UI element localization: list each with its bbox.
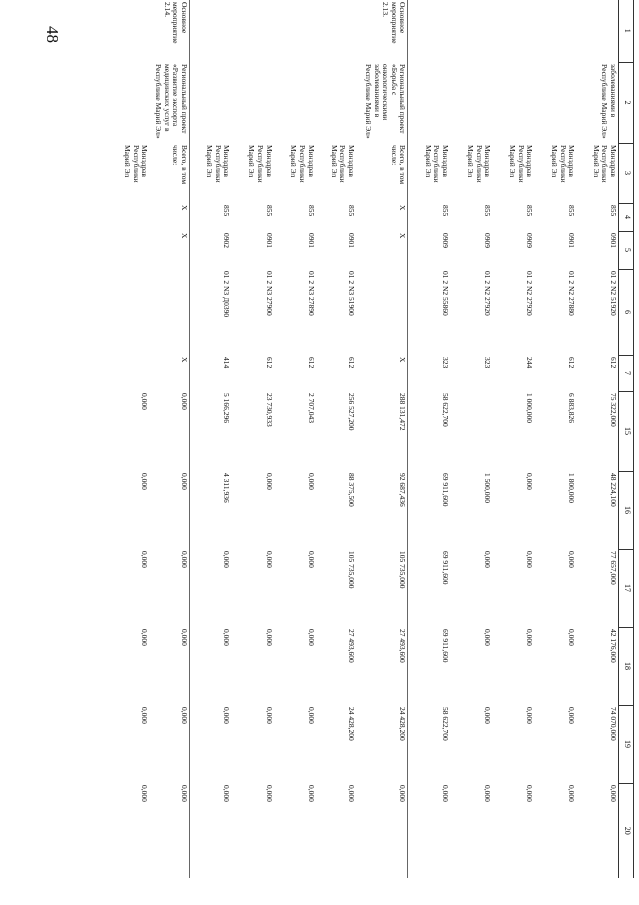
cell-c17: 0,000 <box>149 549 189 627</box>
cell-c4 <box>107 203 149 231</box>
cell-c5: X <box>149 231 189 269</box>
cell-c19: 58 622,700 <box>441 707 451 741</box>
cell-exec: Минздрав Республики Марий Эл <box>289 145 316 183</box>
column-header-19: 19 <box>619 705 634 783</box>
cell-event <box>492 0 534 62</box>
cell-c20: 0,000 <box>441 785 451 802</box>
cell-c15: 2 707,043 <box>306 393 316 423</box>
cell-c20: 0,000 <box>306 785 316 802</box>
cell-c19: 24 428,200 <box>346 707 356 741</box>
column-header-20: 20 <box>619 783 634 878</box>
cell-c17: 77 657,000 <box>609 551 618 585</box>
cell-c17: 0,000 <box>264 551 274 568</box>
cell-c19: 0,000 <box>483 707 493 724</box>
table-header-row <box>619 0 634 878</box>
cell-c7: 612 <box>346 357 356 369</box>
cell-event <box>231 0 273 62</box>
cell-c6 <box>149 269 189 355</box>
cell-c20: 0,000 <box>525 785 535 802</box>
cell-event <box>408 0 450 62</box>
cell-c7: 323 <box>441 357 451 369</box>
cell-c4: 855 <box>306 205 316 217</box>
cell-c6: 01 2 N3 51900 <box>346 271 356 316</box>
cell-c17: 0,000 <box>525 551 535 568</box>
cell-c20: 0,000 <box>483 785 493 802</box>
cell-c16: 92 687,436 <box>356 471 408 549</box>
rotated-page <box>99 0 634 875</box>
cell-c6: 01 2 N2 27920 <box>483 271 493 316</box>
cell-c16: 1 800,000 <box>567 473 577 503</box>
cell-exec: Минздрав Республики Марий Эл <box>550 145 577 183</box>
cell-c7: X <box>149 355 189 391</box>
cell-event <box>534 0 576 62</box>
cell-c19: 0,000 <box>149 705 189 783</box>
cell-c18: 0,000 <box>222 629 232 646</box>
table-row <box>189 0 231 878</box>
cell-c20: 0,000 <box>346 785 356 802</box>
cell-exec: Минздрав Республики Марий Эл <box>508 145 535 183</box>
cell-c4: 855 <box>609 205 618 217</box>
cell-c16: 0,000 <box>306 473 316 490</box>
cell-c4: 855 <box>264 205 274 217</box>
cell-c16: 0,000 <box>525 473 535 490</box>
cell-c16: 0,000 <box>264 473 274 490</box>
cell-c5: 0901 <box>306 233 316 248</box>
column-header-1: 1 <box>619 0 634 62</box>
cell-c18: 0,000 <box>140 629 150 646</box>
budget-table <box>107 0 634 878</box>
cell-name <box>450 62 492 143</box>
table-row <box>450 0 492 878</box>
cell-c7: 612 <box>609 357 618 369</box>
cell-c18: 69 911,600 <box>441 629 451 663</box>
cell-c15: 23 730,933 <box>264 393 274 427</box>
cell-c4: X <box>149 203 189 231</box>
cell-c19: 0,000 <box>306 707 316 724</box>
cell-c7: 414 <box>222 357 232 369</box>
column-header-3: 3 <box>619 143 634 203</box>
cell-c15: 288 131,472 <box>356 391 408 471</box>
cell-name <box>107 62 149 143</box>
column-header-4: 4 <box>619 203 634 231</box>
cell-c18: 0,000 <box>264 629 274 646</box>
cell-c15: 1 000,000 <box>525 393 535 423</box>
cell-c6: 01 2 N2 27880 <box>567 271 577 316</box>
cell-c17: 69 911,600 <box>441 551 451 585</box>
cell-c4: 855 <box>525 205 535 217</box>
cell-c17: 0,000 <box>483 551 493 568</box>
cell-c4: X <box>356 203 408 231</box>
cell-c15: 0,000 <box>140 393 150 410</box>
cell-c18: 27 493,600 <box>356 627 408 705</box>
table-row <box>356 0 408 878</box>
cell-c18: 0,000 <box>149 627 189 705</box>
cell-c20: 0,000 <box>264 785 274 802</box>
cell-c5: 0901 <box>264 233 274 248</box>
cell-c18: 0,000 <box>525 629 535 646</box>
cell-c6 <box>107 269 149 355</box>
cell-event: Основное мероприятие 2.14. <box>149 0 189 62</box>
cell-c7: 612 <box>567 357 577 369</box>
cell-name: Региональный проект «Борьба с онкологическими заболеваниями в Республике Марий Эл» <box>356 62 408 143</box>
table-row <box>316 0 356 878</box>
cell-c5: 0901 <box>346 233 356 248</box>
cell-event <box>576 0 618 62</box>
cell-name: Региональный проект «Развитие экспорта медицинских услуг в Республике Марий Эл» <box>149 62 189 143</box>
cell-name: заболеваниями в Республике Марий Эл» <box>600 64 618 139</box>
cell-c4: 855 <box>441 205 451 217</box>
cell-exec: Всего, в том числе: <box>356 143 408 203</box>
cell-c19: 0,000 <box>222 707 232 724</box>
table-row <box>107 0 149 878</box>
cell-c15: 5 166,296 <box>222 393 232 423</box>
cell-c6: 01 2 N3 27900 <box>264 271 274 316</box>
cell-c16: 1 500,000 <box>483 473 493 503</box>
table-row <box>576 0 618 878</box>
cell-c19: 0,000 <box>525 707 535 724</box>
cell-c18: 0,000 <box>483 629 493 646</box>
column-header-2: 2 <box>619 62 634 143</box>
cell-c15: 58 622,700 <box>441 393 451 427</box>
cell-c5: 0901 <box>609 233 618 248</box>
column-header-17: 17 <box>619 549 634 627</box>
cell-name <box>274 62 316 143</box>
cell-c18: 0,000 <box>306 629 316 646</box>
cell-c17: 0,000 <box>567 551 577 568</box>
column-header-6: 6 <box>619 269 634 355</box>
cell-event <box>274 0 316 62</box>
cell-c6: 01 2 N3 27890 <box>306 271 316 316</box>
cell-c7: X <box>356 355 408 391</box>
cell-event <box>107 0 149 62</box>
cell-c16: 69 911,600 <box>441 473 451 507</box>
cell-c17: 0,000 <box>306 551 316 568</box>
cell-c4: 855 <box>346 205 356 217</box>
table-row <box>408 0 450 878</box>
cell-name <box>231 62 273 143</box>
cell-c4: 855 <box>222 205 232 217</box>
cell-exec: Всего, в том числе: <box>149 143 189 203</box>
cell-exec: Минздрав Республики Марий Эл <box>465 145 493 183</box>
cell-c6: 01 2 N2 27920 <box>525 271 535 316</box>
cell-c7: 612 <box>306 357 316 369</box>
cell-c16: 88 375,500 <box>346 473 356 507</box>
table-row <box>492 0 534 878</box>
cell-c5: 0909 <box>483 233 493 248</box>
cell-c15: 6 883,826 <box>567 393 577 423</box>
cell-c19: 0,000 <box>140 707 150 724</box>
cell-c5: 0909 <box>441 233 451 248</box>
cell-event <box>316 0 356 62</box>
column-header-18: 18 <box>619 627 634 705</box>
cell-name <box>316 62 356 143</box>
column-header-7: 7 <box>619 355 634 391</box>
cell-c6: 01 2 N2 51920 <box>609 271 618 316</box>
column-header-16: 16 <box>619 471 634 549</box>
cell-name <box>492 62 534 143</box>
cell-c20: 0,000 <box>567 785 577 802</box>
cell-c5 <box>107 231 149 269</box>
cell-c19: 0,000 <box>264 707 274 724</box>
cell-exec: Минздрав Республики Марий Эл <box>247 145 274 183</box>
cell-c6: 01 2 N2 55860 <box>441 271 451 316</box>
cell-c18: 42 176,000 <box>609 629 618 663</box>
cell-c16: 0,000 <box>149 471 189 549</box>
cell-c7 <box>107 355 149 391</box>
cell-c5: 0901 <box>567 233 577 248</box>
column-header-5: 5 <box>619 231 634 269</box>
cell-c15 <box>450 391 492 471</box>
cell-exec: Минздрав Республики Марий Эл <box>591 145 618 183</box>
cell-c18: 0,000 <box>567 629 577 646</box>
cell-c18: 27 493,600 <box>346 629 356 663</box>
cell-exec: Минздрав Республики Марий Эл <box>423 145 451 183</box>
cell-c7: 244 <box>525 357 535 369</box>
cell-name <box>189 62 231 143</box>
cell-c20: 0,000 <box>609 785 618 802</box>
cell-c19: 74 070,000 <box>609 707 618 741</box>
cell-exec: Минздрав Республики Марий Эл <box>205 145 232 183</box>
cell-c20: 0,000 <box>149 783 189 878</box>
table-row <box>274 0 316 878</box>
cell-event <box>450 0 492 62</box>
cell-c20: 0,000 <box>140 785 150 802</box>
cell-c5: 0909 <box>525 233 535 248</box>
cell-c17: 0,000 <box>222 551 232 568</box>
page-number: 48 <box>43 26 62 43</box>
cell-c4: 855 <box>483 205 493 217</box>
cell-c6 <box>356 269 408 355</box>
table-row <box>534 0 576 878</box>
cell-c17: 105 735,000 <box>356 549 408 627</box>
column-header-15: 15 <box>619 391 634 471</box>
cell-c15: 256 527,200 <box>346 393 356 431</box>
cell-c16: 0,000 <box>140 473 150 490</box>
cell-c16: 48 224,100 <box>609 473 618 507</box>
cell-c17: 0,000 <box>140 551 150 568</box>
cell-event: Основное мероприятие 2.13. <box>356 0 408 62</box>
cell-c20: 0,000 <box>222 785 232 802</box>
cell-c17: 105 735,000 <box>346 551 356 589</box>
cell-name <box>534 62 576 143</box>
cell-exec: Минздрав Республики Марий Эл <box>329 145 356 183</box>
cell-c4: 855 <box>567 205 577 217</box>
cell-name <box>408 62 450 143</box>
cell-c5: 0902 <box>222 233 232 248</box>
cell-c6: 01 2 N3 Д0390 <box>222 271 232 318</box>
cell-c5: X <box>356 231 408 269</box>
table-row <box>231 0 273 878</box>
cell-event <box>189 0 231 62</box>
cell-c15: 75 322,000 <box>609 393 618 427</box>
cell-c19: 0,000 <box>567 707 577 724</box>
table-row <box>149 0 189 878</box>
cell-c15: 0,000 <box>149 391 189 471</box>
cell-c7: 612 <box>264 357 274 369</box>
cell-c19: 24 428,200 <box>356 705 408 783</box>
cell-c20: 0,000 <box>356 783 408 878</box>
cell-exec: Минздрав Республики Марий Эл <box>123 145 150 183</box>
cell-c7: 323 <box>483 357 493 369</box>
cell-c16: 4 311,936 <box>222 473 232 503</box>
